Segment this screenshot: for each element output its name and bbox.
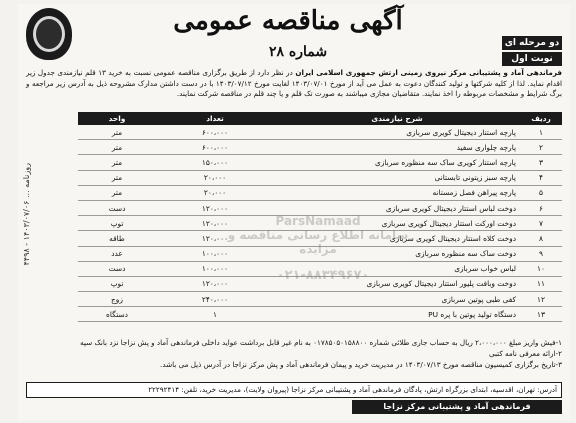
row-num: ۲ — [520, 140, 562, 155]
row-desc: پارچه استتار کویری ساک سه منظوره سربازی — [274, 155, 520, 170]
row-desc: دستگاه تولید پوتین با پره PU — [274, 307, 520, 322]
row-num: ۸ — [520, 231, 562, 246]
row-unit: طاقه — [78, 231, 156, 246]
turn-label: نوبت اول — [502, 52, 562, 66]
row-desc: کفی طبی پوتین سربازی — [274, 292, 520, 307]
round-badges — [502, 36, 562, 68]
table-row — [78, 216, 562, 231]
address-bar: آدرس: تهران، اقدسیه، ابتدای بزرگراه ارتش، پادگان فرماندهی آماد و پشتیبانی مرکز نزاجا (پیروان ولایت)، مدیریت خرید، تلفن: ۲۲۲۹۲۴۱۴ — [26, 382, 562, 398]
row-qty: ۱۰۰،۰۰۰ — [156, 246, 274, 261]
row-desc: پارچه استتار دیجیتال کویری سربازی — [274, 125, 520, 140]
row-desc: دوخت کلاه استتار دیجیتال کویری سربازی — [274, 231, 520, 246]
army-emblem-logo — [26, 8, 72, 60]
row-desc: دوخت لباس استتار دیجیتال کویری سربازی — [274, 200, 520, 215]
side-strip-text: روزنامه ... ۱۴۰۳/۰۷/۰۶ - ۴۴۹۸ — [21, 162, 31, 266]
table-row — [78, 170, 562, 185]
table-body — [78, 125, 562, 322]
row-desc: دوخت اورکت استتار دیجیتال کویری سربازی — [274, 216, 520, 231]
intro-paragraph — [26, 68, 562, 100]
row-num: ۱۰ — [520, 261, 562, 276]
row-unit: متر — [78, 170, 156, 185]
note-item: ۱-فیش واریز مبلغ ۲،۰۰۰،۰۰۰ ریال به حساب جاری طلائی شماره ۰۱۷۸۵۰۵۰۱۵۸۸۰۰ به نام غیر قابل برداشت عواید داخلی فرماندهی آماد و پش نزاجا نزد بانک سپه — [80, 338, 562, 347]
row-desc: پارچه پیراهن فصل زمستانه — [274, 185, 520, 200]
row-qty: ۲۰،۰۰۰ — [156, 170, 274, 185]
notice-number: شماره ۲۸ — [268, 44, 328, 60]
table-row — [78, 292, 562, 307]
row-unit: توپ — [78, 276, 156, 291]
row-num: ۹ — [520, 246, 562, 261]
row-num: ۱۳ — [520, 307, 562, 322]
footer-signature: فرماندهی آماد و پشتیبانی مرکز نزاجا — [352, 400, 562, 414]
row-unit: متر — [78, 185, 156, 200]
header-qty: تعداد — [156, 112, 274, 125]
note-item: ۲-ارائه معرفی نامه کتبی — [489, 348, 562, 358]
row-qty: ۱۲۰،۰۰۰ — [156, 200, 274, 215]
row-num: ۷ — [520, 216, 562, 231]
row-qty: ۱۲۰،۰۰۰ — [156, 276, 274, 291]
header-desc: شرح نیازمندی — [274, 112, 520, 125]
row-unit: توپ — [78, 216, 156, 231]
tender-notice — [18, 4, 570, 420]
row-num: ۱۱ — [520, 276, 562, 291]
row-num: ۴ — [520, 170, 562, 185]
note-item: ۳-تاریخ برگزاری کمیسیون مناقصه مورخ ۱۴۰۳/۰۷/۱۳ در مدیریت خرید و پیمان فرماندهی آماد و پش مرکز نزاجا در آدرس ذیل می باشد. — [160, 359, 562, 369]
row-desc: دوخت وبافت پلیور استتار دیجیتال کویری سربازی — [274, 276, 520, 291]
table-row — [78, 155, 562, 170]
row-qty: ۲۰،۰۰۰ — [156, 185, 274, 200]
table-row — [78, 200, 562, 215]
table-row — [78, 246, 562, 261]
row-qty: ۱۲۰،۰۰۰ — [156, 231, 274, 246]
table-row — [78, 307, 562, 322]
row-qty: ۱۰۰،۰۰۰ — [156, 261, 274, 276]
table-row — [78, 125, 562, 140]
row-num: ۱۲ — [520, 292, 562, 307]
table-row — [78, 185, 562, 200]
watermark-brand: ParsNamaad — [275, 214, 361, 228]
row-desc: پارچه سبز زیتونی تابستانی — [274, 170, 520, 185]
watermark-tagline: سامانه اطلاع رسانی مناقصه و مزایده — [227, 228, 409, 256]
intro-text: در نظر دارد از طریق برگزاری مناقصه عمومی نسبت به خرید ۱۳ قلم نیازمندی جدول زیر اقدام نماید. لذا از کلیه شرکتها و تولید کنندگان دعوت به عمل می آید از مورخ ۱۴۰۳/۰۷/۰۱ لغایت مورخ ۱۴۰۳/۰۷/۱۲ با در دست داشتن مدارک مشروحه ذیل به آدرس زیر مراجعه و برگ شرایط و مشخصات مربوطه را اخذ نمایند. متقاضیان مجازی میباشند به صورت تک قلم و یا چند قلم در مناقصه شرکت نمایند. — [26, 68, 562, 98]
row-unit: متر — [78, 155, 156, 170]
row-unit: دست — [78, 261, 156, 276]
row-unit: عدد — [78, 246, 156, 261]
row-qty: ۶۰۰،۰۰۰ — [156, 125, 274, 140]
row-qty: ۲۴۰،۰۰۰ — [156, 292, 274, 307]
row-desc: پارچه چلواری سفید — [274, 140, 520, 155]
intro-organization: فرماندهی آماد و پشتیبانی مرکز نیروی زمینی ارتش جمهوری اسلامی ایران — [295, 68, 562, 77]
notes-section — [26, 338, 562, 370]
row-qty: ۱۲۰،۰۰۰ — [156, 216, 274, 231]
row-num: ۱ — [520, 125, 562, 140]
row-desc: لباس خواب سربازی — [274, 261, 520, 276]
row-num: ۵ — [520, 185, 562, 200]
round-label: دو مرحله ای — [502, 36, 562, 50]
requirements-table — [78, 112, 562, 322]
table-row — [78, 140, 562, 155]
table-header-row — [78, 112, 562, 125]
header-num: ردیف — [520, 112, 562, 125]
notice-title: آگهی مناقصه عمومی — [173, 6, 403, 36]
row-num: ۶ — [520, 200, 562, 215]
row-qty: ۶۰۰،۰۰۰ — [156, 140, 274, 155]
header-unit: واحد — [78, 112, 156, 125]
row-unit: متر — [78, 140, 156, 155]
row-qty: ۱۵۰،۰۰۰ — [156, 155, 274, 170]
row-desc: دوخت ساک سه منظوره سربازی — [274, 246, 520, 261]
row-unit: زوج — [78, 292, 156, 307]
row-unit: دستگاه — [78, 307, 156, 322]
row-qty: ۱ — [156, 307, 274, 322]
row-unit: دست — [78, 200, 156, 215]
row-num: ۳ — [520, 155, 562, 170]
table-row — [78, 231, 562, 246]
row-unit: متر — [78, 125, 156, 140]
watermark-phone: ۰۲۱-۸۸۳۴۹۶۷۰ — [276, 268, 370, 283]
